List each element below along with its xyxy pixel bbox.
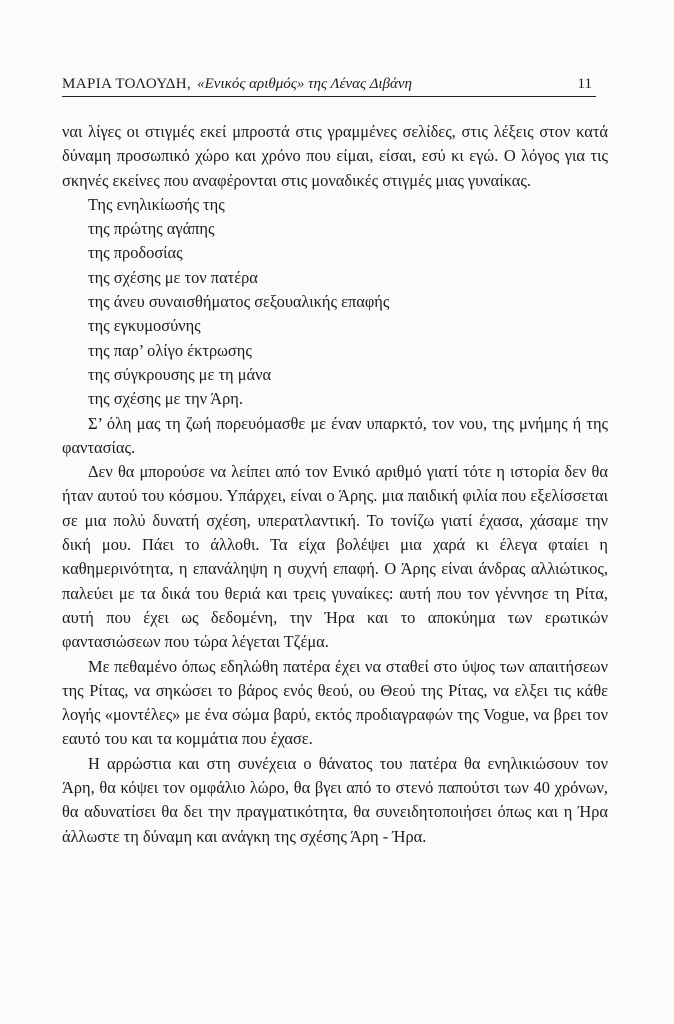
verse-list xyxy=(62,193,608,412)
paragraph: Με πεθαμένο όπως εδηλώθη πατέρα έχει να σταθεί στο ύψος των απαιτήσεων της Ρίτας, να σηκώσει το βάρος ενός θεού, ου Θεού της Ρίτας, να ελξει τις κάθε λογής «μοντέλες» με ένα σώμα βαρύ, εκτός προδιαγραφών της Vogue, να βρει τον εαυτό του και τα κομμάτια που έχασε. xyxy=(62,656,608,749)
body-text xyxy=(62,120,608,849)
verse-line: της προδοσίας xyxy=(88,243,183,263)
verse-line: της σύγκρουσης με τη μάνα xyxy=(88,364,272,384)
paragraph: ναι λίγες οι στιγμές εκεί μπροστά στις γραμμένες σελίδες, στις λέξεις στον κατά δύναμη προσωπικό χώρο και χρόνο που είμαι, είσαι, εσύ κι εγώ. Ο λόγος για τις σκηνές εκείνες που αναφέρονται στις μοναδικές στιγμές μιας γυναίκας. xyxy=(62,122,608,190)
header-author: ΜΑΡΙΑ ΤΟΛΟΥΔΗ, xyxy=(62,76,192,92)
paragraph: Η αρρώστια και στη συνέχεια ο θάνατος του πατέρα θα ενηλικιώσουν τον Άρη, θα κόψει τον ομφάλιο λώρο, θα βγει από το στενό παπούτσι των 40 χρόνων, θα αδυνατίσει θα δει την πραγματικότητα, θα συνειδητοποιήσει όπως και η Ήρα άλλωστε τη δύναμη και ανάγκη της σχέσης Άρη - Ήρα. xyxy=(62,753,608,846)
paragraph: Σ’ όλη μας τη ζωή πορευόμασθε με έναν υπαρκτό, τον νου, της μνήμης ή της φαντασίας. xyxy=(62,413,608,457)
running-header xyxy=(62,74,596,97)
verse-line: της άνευ συναισθήματος σεξουαλικής επαφής xyxy=(88,292,390,312)
header-title: «Ενικός αριθμός» της Λένας Διβάνη xyxy=(197,76,412,92)
verse-line: Της ενηλικίωσής της xyxy=(88,194,225,214)
verse-line: της σχέσης με την Άρη. xyxy=(88,389,243,409)
verse-line: της πρώτης αγάπης xyxy=(88,219,215,239)
page-number: 11 xyxy=(577,76,592,92)
verse-line: της σχέσης με τον πατέρα xyxy=(88,267,258,287)
verse-line: της εγκυμοσύνης xyxy=(88,316,201,336)
paragraph: Δεν θα μπορούσε να λείπει από τον Ενικό αριθμό γιατί τότε η ιστορία δεν θα ήταν αυτού του κόσμου. Υπάρχει, είναι ο Άρης. μια παιδική φιλία που εξελίσσεται σε μια πολύ δυνατή σχέση, υπερατλαντική. Το τονίζω γιατί έχασα, χάσαμε την δική μου. Πάει το άλλοθι. Τα είχα βολέψει μια χαρά κι έλεγα φταίει η καθημερινότητα, η επανάληψη η συχνή επαφή. Ο Άρης είναι άνδρας αλλιώτικος, παλεύει με τα δικά του θεριά και τρεις γυναίκες: αυτή που τον γέννησε τη Ρίτα, αυτή που έχει ως δεδομένη, την Ήρα και το αποκύημα των ερωτικών φαντασιώσεων που τώρα λέγεται Τζέμα. xyxy=(62,462,608,652)
verse-line: της παρ’ ολίγο έκτρωσης xyxy=(88,340,252,360)
